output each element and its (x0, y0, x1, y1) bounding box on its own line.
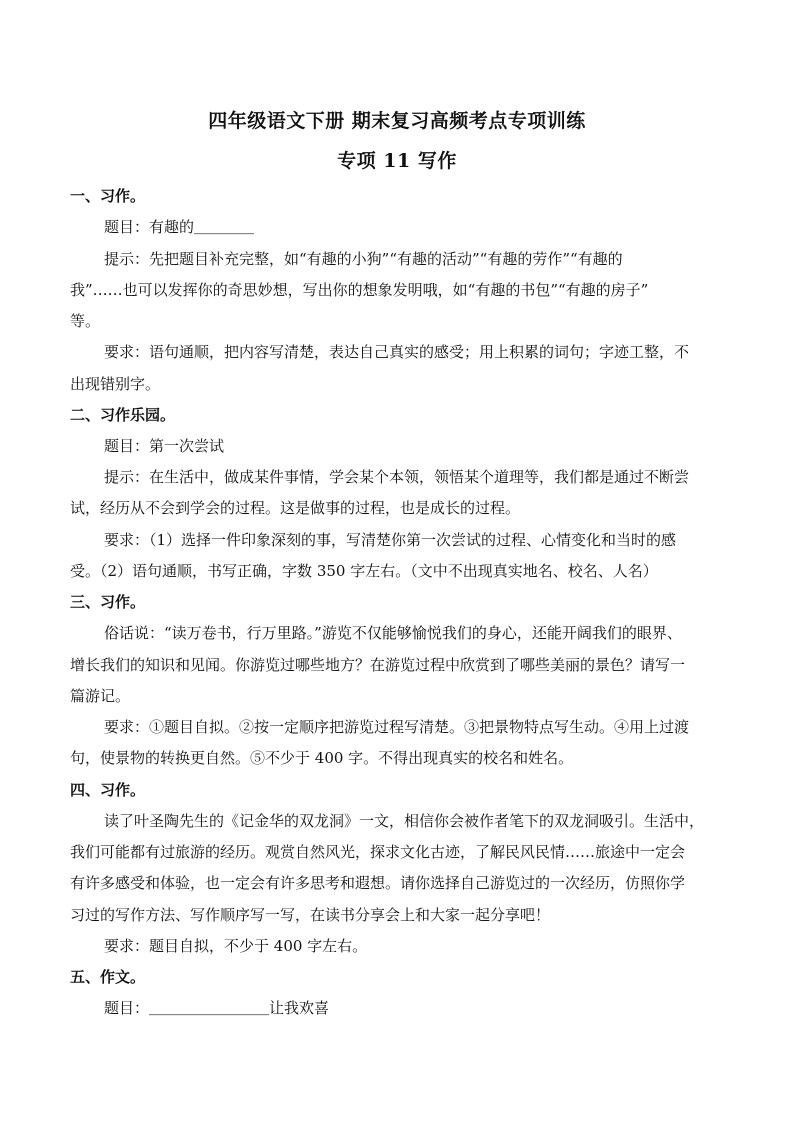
section-1-line: 等。 (70, 312, 101, 330)
section-1-line: 我”……也可以发挥你的奇思妙想，写出你的想象发明哦，如“有趣的书包”“有趣的房子” (70, 281, 649, 299)
section-4-line: 要求：题目自拟，不少于 400 字左右。 (104, 937, 368, 955)
section-4-heading: 四、习作。 (70, 781, 146, 799)
section-5-heading: 五、作文。 (70, 968, 146, 986)
section-1-line: 要求：语句通顺，把内容写清楚，表达自己真实的感受；用上积累的词句；字迹工整，不 (104, 343, 690, 361)
page-title: 四年级语文下册 期末复习高频考点专项训练 (208, 110, 586, 132)
section-3-line: 增长我们的知识和见闻。你游览过哪些地方？在游览过程中欣赏到了哪些美丽的景色？请写一 (70, 656, 686, 674)
section-1-line: 提示：先把题目补充完整，如“有趣的小狗”“有趣的活动”“有趣的劳作”“有趣的 (104, 250, 623, 268)
section-3-heading: 三、习作。 (70, 593, 146, 611)
section-4-line: 我们可能都有过旅游的经历。观赏自然风光，探求文化古迹，了解民风民情……旅途中一定会 (70, 843, 686, 861)
section-2-line: 题目：第一次尝试 (104, 437, 225, 455)
section-3-line: 篇游记。 (70, 687, 131, 705)
section-1-line: 出现错别字。 (70, 375, 161, 393)
section-2-line: 试，经历从不会到学会的过程。这是做事的过程，也是成长的过程。 (70, 499, 521, 517)
section-2-line: 要求：（1）选择一件印象深刻的事，写清楚你第一次尝试的过程、心情变化和当时的感 (104, 531, 677, 549)
section-3-line: 句，使景物的转换更自然。⑤不少于 400 字。不得出现真实的校名和姓名。 (70, 749, 574, 767)
section-4-line: 有许多感受和体验，也一定会有许多思考和遐想。请你选择自己游览过的一次经历，仿照你学 (70, 874, 686, 892)
page-subtitle: 专项 11 写作 (337, 150, 457, 172)
section-4-line: 读了叶圣陶先生的《记金华的双龙洞》一文，相信你会被作者笔下的双龙洞吸引。生活中， (104, 812, 705, 830)
section-1-line: 题目：有趣的＿＿＿＿ (104, 218, 255, 236)
section-3-line: 俗话说：“读万卷书，行万里路。”游览不仅能够愉悦我们的身心，还能开阔我们的眼界、 (104, 624, 682, 642)
section-1-heading: 一、习作。 (70, 187, 146, 205)
section-3-line: 要求：①题目自拟。②按一定顺序把游览过程写清楚。③把景物特点写生动。④用上过渡 (104, 718, 690, 736)
section-2-heading: 二、习作乐园。 (70, 406, 176, 424)
section-2-line: 提示：在生活中，做成某件事情，学会某个本领，领悟某个道理等，我们都是通过不断尝 (104, 468, 690, 486)
section-4-line: 习过的写作方法、写作顺序写一写，在读书分享会上和大家一起分享吧！ (70, 906, 551, 924)
section-2-line: 受。（2）语句通顺，书写正确，字数 350 字左右。（文中不出现真实地名、校名、人名） (70, 562, 658, 580)
section-5-line: 题目：＿＿＿＿＿＿＿＿让我欢喜 (104, 999, 330, 1017)
